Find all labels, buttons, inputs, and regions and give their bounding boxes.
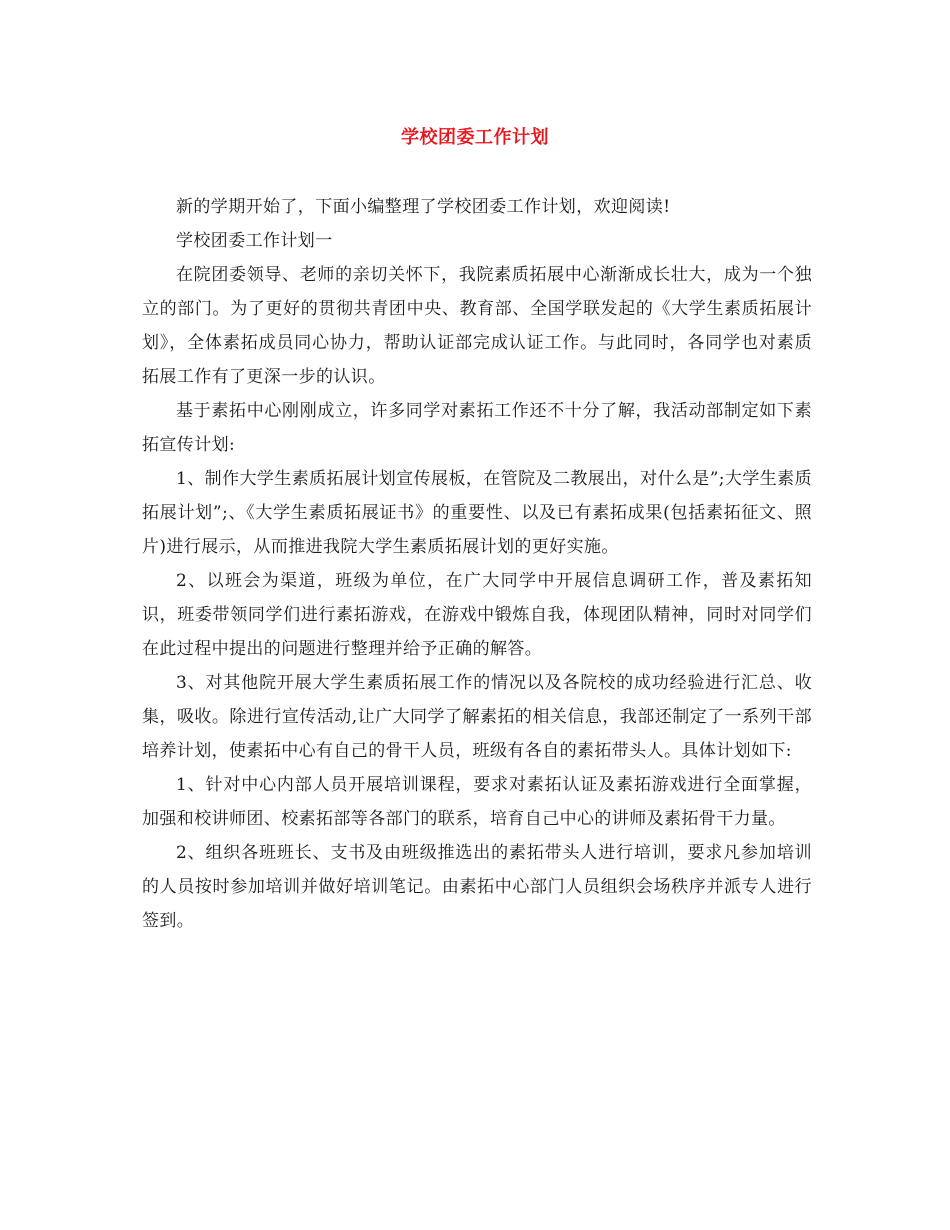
document-title: 学校团委工作计划 — [401, 127, 549, 148]
paragraph-intro: 新的学期开始了，下面小编整理了学校团委工作计划，欢迎阅读! — [176, 197, 671, 217]
paragraph: 基于素拓中心刚刚成立，许多同学对素拓工作还不十分了解，我活动部制定如下素拓宣传计划: — [142, 401, 812, 455]
paragraph: 2、以班会为渠道，班级为单位，在广大同学中开展信息调研工作，普及素拓知识，班委带领同学们进行素拓游戏，在游戏中锻炼自我，体现团队精神，同时对同学们在此过程中提出的问题进行整理并给予正确的解答。 — [142, 571, 812, 659]
paragraph: 1、针对中心内部人员开展培训课程，要求对素拓认证及素拓游戏进行全面掌握，加强和校讲师团、校素拓部等各部门的联系，培育自己中心的讲师及素拓骨干力量。 — [142, 775, 812, 829]
document-body — [142, 190, 812, 938]
paragraph: 3、对其他院开展大学生素质拓展工作的情况以及各院校的成功经验进行汇总、收集，吸收。除进行宣传活动,让广大同学了解素拓的相关信息，我部还制定了一系列干部培养计划，使素拓中心有自己的骨干人员，班级有各自的素拓带头人。具体计划如下: — [142, 673, 812, 761]
section-heading: 学校团委工作计划一 — [176, 231, 333, 251]
paragraph: 在院团委领导、老师的亲切关怀下，我院素质拓展中心渐渐成长壮大，成为一个独立的部门。为了更好的贯彻共青团中央、教育部、全国学联发起的《大学生素质拓展计划》，全体素拓成员同心协力，帮助认证部完成认证工作。与此同时，各同学也对素质拓展工作有了更深一步的认识。 — [142, 265, 812, 387]
paragraph: 1、制作大学生素质拓展计划宣传展板，在管院及二教展出，对什么是”;大学生素质拓展计划”;、《大学生素质拓展证书》的重要性、以及已有素拓成果(包括素拓征文、照片)进行展示，从而推进我院大学生素质拓展计划的更好实施。 — [142, 469, 812, 557]
paragraph: 2、组织各班班长、支书及由班级推选出的素拓带头人进行培训，要求凡参加培训的人员按时参加培训并做好培训笔记。由素拓中心部门人员组织会场秩序并派专人进行签到。 — [142, 843, 812, 931]
